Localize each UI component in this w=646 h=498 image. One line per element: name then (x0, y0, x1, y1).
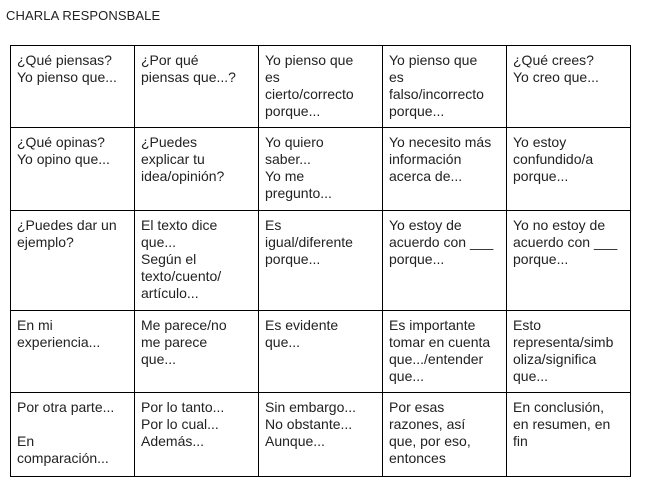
table-cell (383, 211, 507, 311)
cell-text: En mi experiencia... (17, 317, 101, 350)
table-cell (135, 128, 259, 211)
cell-text: Yo pienso que es falso/incorrecto porque... (389, 52, 484, 119)
cell-text: En conclusión, en resumen, en fin (513, 399, 611, 449)
cell-text: Por esas razones, así que, por eso, entonces (389, 399, 471, 466)
table-cell (383, 393, 507, 477)
table-row (11, 393, 631, 477)
table-cell (507, 311, 631, 393)
table-cell (259, 46, 383, 128)
table-cell (383, 128, 507, 211)
table-row (11, 211, 631, 311)
cell-text: Yo estoy confundido/a porque... (513, 134, 594, 184)
table-cell (507, 128, 631, 211)
cell-text: ¿Puedes dar un ejemplo? (17, 217, 117, 250)
table-cell (11, 393, 135, 477)
table-cell (383, 46, 507, 128)
cell-text: Yo quiero saber... Yo me pregunto... (265, 134, 332, 201)
table-cell (259, 393, 383, 477)
cell-text: Es importante tomar en cuenta que.../entender que... (389, 317, 491, 384)
table-cell (507, 211, 631, 311)
cell-text: ¿Por qué piensas que...? (141, 52, 236, 85)
table-cell (11, 46, 135, 128)
cell-text: ¿Qué opinas? Yo opino que... (17, 134, 110, 167)
table-cell (11, 311, 135, 393)
table-row (11, 46, 631, 128)
cell-text: Es evidente que... (265, 317, 339, 350)
cell-text: ¿Puedes explicar tu idea/opinión? (141, 134, 225, 184)
cell-text: Yo estoy de acuerdo con ___ porque... (389, 217, 494, 267)
table-cell (135, 211, 259, 311)
cell-text: Me parece/no me parece que... (141, 317, 227, 367)
cell-text: Por lo tanto... Por lo cual... Además... (141, 399, 225, 449)
table-cell (11, 128, 135, 211)
cell-text: Por otra parte... En comparación... (17, 399, 115, 466)
table-row (11, 311, 631, 393)
table-cell (507, 393, 631, 477)
phrase-table (10, 45, 631, 477)
cell-text: Yo necesito más información acerca de... (389, 134, 492, 184)
table-row (11, 128, 631, 211)
cell-text: Yo no estoy de acuerdo con ___ porque... (513, 217, 618, 267)
cell-text: ¿Qué crees? Yo creo que... (513, 52, 599, 85)
table-cell (135, 393, 259, 477)
table-cell (135, 311, 259, 393)
cell-text: Esto representa/simb oliza/significa que... (513, 317, 614, 384)
table-cell (383, 311, 507, 393)
table-cell (507, 46, 631, 128)
table-cell (259, 211, 383, 311)
cell-text: Es igual/diferente porque... (265, 217, 353, 267)
table-cell (259, 311, 383, 393)
table-cell (135, 46, 259, 128)
table-cell (259, 128, 383, 211)
cell-text: Sin embargo... No obstante... Aunque... (265, 399, 357, 449)
cell-text: Yo pienso que es cierto/correcto porque... (265, 52, 354, 119)
cell-text: El texto dice que... Según el texto/cuento/ artículo... (141, 217, 222, 301)
table-cell (11, 211, 135, 311)
cell-text: ¿Qué piensas? Yo pienso que... (17, 52, 117, 85)
page-title: CHARLA RESPONSBALE (6, 8, 161, 23)
